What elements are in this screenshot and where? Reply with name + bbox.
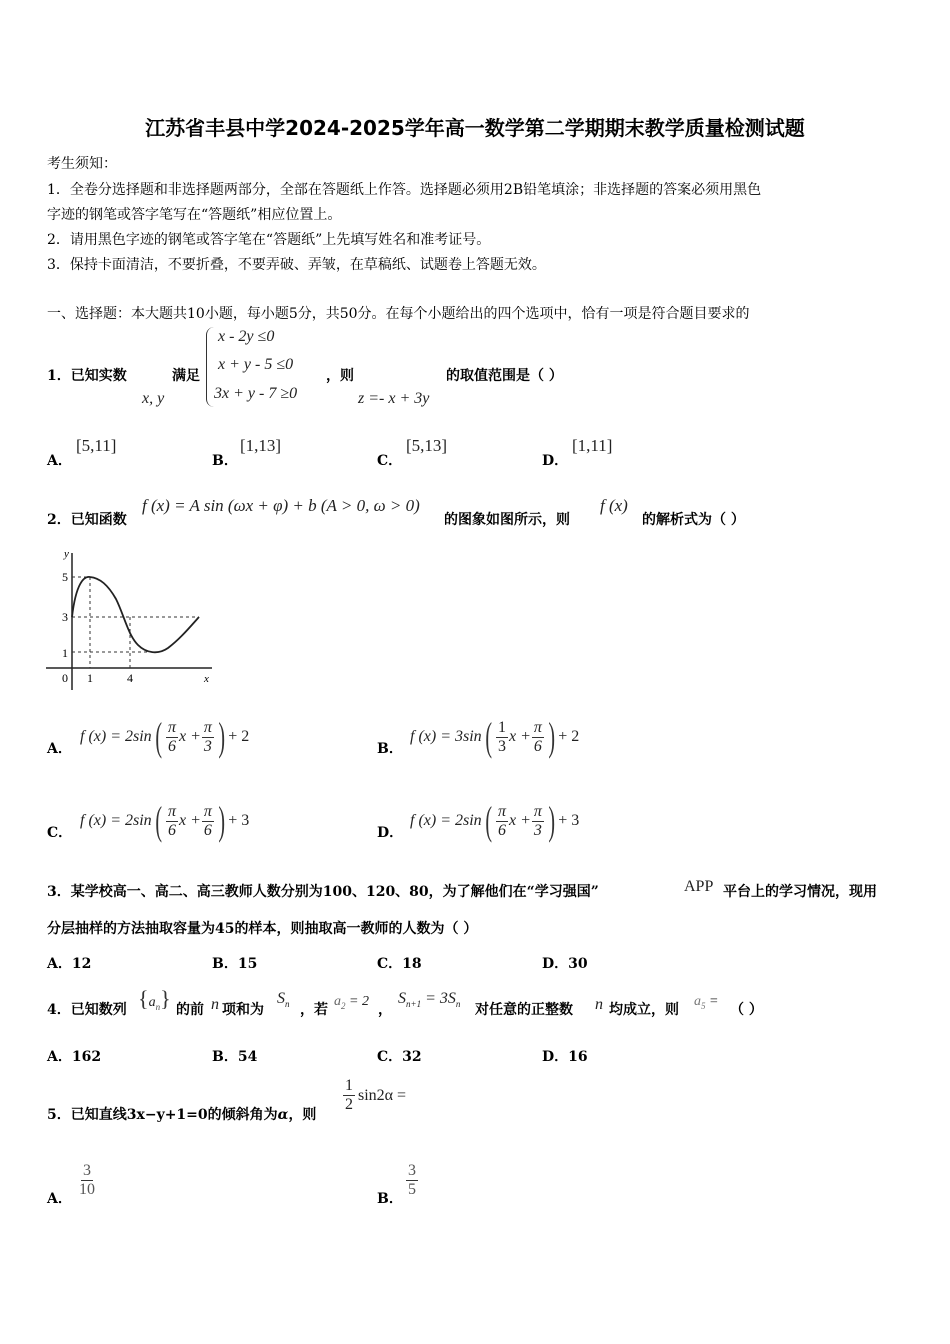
origin-label: 0 [62,671,68,685]
q5-label-a: A． [47,1191,72,1207]
q1-constraint-3: 3x + y - 7 ≥0 [214,385,298,402]
q2-d-mid: x + [509,812,531,829]
q2-a-frac2: $\frac{\pi}{3}$ [203,718,212,755]
notice-heading: 考生须知： [47,156,117,172]
q4-recurrence: $S_{n+1} = 3S_n$ [398,990,461,1010]
q4-text-c: 项和为 [222,1002,264,1018]
q4-text-e: ， [378,1002,392,1018]
q2-label-b: B． [377,741,403,757]
q4-text-h: （ ） [730,1002,763,1018]
guide-lines [72,577,199,668]
q5-text: 5．已知直线3x−y+1=0的倾斜角为α，则 [47,1107,317,1123]
q2-fx: f (x) [600,496,628,515]
q2-d-frac2: $\frac{\pi}{3}$ [533,802,542,839]
q2-c-lparen: ( [155,798,162,843]
notice-line-1a: 1．全卷分选择题和非选择题两部分，全部在答题纸上作答。选择题必须用2B铅笔填涂；非选择题的答案必须用黑色 [47,182,762,198]
q2-b-tail: + 2 [558,728,580,745]
q1-label-d: D． [542,453,569,469]
q1-option-d: [1,11] [572,436,613,455]
q1-constraint-1: x - 2y ≤0 [218,328,275,345]
q2-b-frac2: $\frac{\pi}{6}$ [533,718,542,755]
q1-objective: z =- x + 3y [358,390,430,407]
q1-text-c: ，则 [326,368,354,384]
q3-line-1b: 平台上的学习情况，现用 [723,884,877,900]
q4-text-b: 的前 [176,1002,204,1018]
sine-curve [72,577,199,652]
y-axis-label: y [64,548,69,560]
q2-c-mid: x + [179,812,201,829]
section-heading: 一、选择题：本大题共10小题，每小题5分，共50分。在每个小题给出的四个选项中，恰有一项是符合题目要求的 [47,306,750,322]
q2-a-lparen: ( [155,714,162,759]
q1-option-a: [5,11] [76,436,117,455]
q1-text-b: 满足 [172,368,200,384]
q2-c-lhs: f (x) = 2sin [80,812,152,829]
q2-d-lparen: ( [485,798,492,843]
y-tick-5: 5 [62,570,68,584]
q3-line-2: 分层抽样的方法抽取容量为45的样本，则抽取高一教师的人数为（ ） [47,921,478,937]
q1-option-c: [5,13] [406,436,448,455]
q2-b-frac1: $\frac{1}{3}$ [498,718,506,755]
q2-text-c: 的解析式为（ ） [642,512,745,528]
q4-a5: $a_5$ = [694,994,719,1011]
q2-graph [42,545,217,695]
q3-option-c: C．18 [377,956,422,972]
q2-a-lhs: f (x) = 2sin [80,728,152,745]
q5-option-a: $\frac{3}{10}$ [79,1162,95,1198]
q2-function: f (x) = A sin (ωx + φ) + b (A > 0, ω > 0) [142,496,420,515]
q2-option-a [80,710,249,764]
q4-text-f: 对任意的正整数 [475,1002,573,1018]
q2-label-a: A． [47,741,72,757]
q2-b-lparen: ( [485,714,492,759]
q4-option-b: B．54 [212,1049,258,1065]
q2-option-b [410,710,579,764]
q4-n: n [211,996,219,1013]
q4-text-d: ，若 [300,1002,328,1018]
q2-text-b: 的图象如图所示，则 [444,512,570,528]
q2-a-mid: x + [179,728,201,745]
q2-d-tail: + 3 [558,812,580,829]
q2-c-frac1: $\frac{\pi}{6}$ [168,802,177,839]
q4-Sn: $S_n$ [277,990,290,1010]
q5-expression: $\frac{1}{2}$ sin2α = [345,1077,407,1113]
q3-option-a: A．12 [47,956,92,972]
q4-option-c: C．32 [377,1049,422,1065]
q1-label-a: A． [47,453,72,469]
q3-option-d: D．30 [542,956,588,972]
q2-c-rparen: ) [218,798,225,843]
q1-text-d: 的取值范围是（ ） [446,368,563,384]
y-tick-3: 3 [62,610,68,624]
q1-label-b: B． [212,453,238,469]
q2-label-c: C． [47,825,73,841]
q4-option-a: A．162 [47,1049,102,1065]
q1-option-b: [1,13] [240,436,282,455]
q3-option-b: B．15 [212,956,258,972]
q2-a-tail: + 2 [228,728,250,745]
x-axis-label: x [204,673,209,685]
q2-b-mid: x + [509,728,531,745]
q1-vars: x, y [142,390,165,407]
q5-label-b: B． [377,1191,403,1207]
q1-constraint-2: x + y - 5 ≤0 [218,356,294,373]
q4-text-a: 4．已知数列 [47,1002,127,1018]
x-tick-4: 4 [127,671,133,685]
q4-option-d: D．16 [542,1049,588,1065]
q1-text-a: 1．已知实数 [47,368,127,384]
q3-line-1a: 3．某学校高一、高二、高三教师人数分别为100、120、80，为了解他们在“学习强国” [47,884,599,900]
notice-line-1b: 字迹的钢笔或答字笔写在“答题纸”相应位置上。 [47,207,342,223]
q4-text-g: 均成立，则 [609,1002,679,1018]
q2-d-rparen: ) [548,798,555,843]
notice-line-3: 3．保持卡面清洁，不要折叠，不要弄破、弄皱，在草稿纸、试题卷上答题无效。 [47,257,546,273]
q2-option-d [410,794,579,848]
q3-app: APP [684,878,714,895]
y-tick-1: 1 [62,646,68,660]
q2-label-d: D． [377,825,404,841]
q2-option-c [80,794,249,848]
q4-n2: n [595,996,603,1013]
q4-a2: $a_2 = 2$ [334,994,369,1011]
q1-label-c: C． [377,453,403,469]
q2-c-frac2: $\frac{\pi}{6}$ [203,802,212,839]
q5-option-b: $\frac{3}{5}$ [408,1162,416,1198]
q2-text-a: 2．已知函数 [47,512,127,528]
x-tick-1: 1 [87,671,93,685]
q2-d-frac1: $\frac{\pi}{6}$ [498,802,507,839]
q2-a-rparen: ) [218,714,225,759]
q5-half: $\frac{1}{2}$ [345,1077,353,1113]
page-title: 江苏省丰县中学2024-2025学年高一数学第二学期期末教学质量检测试题 [145,116,805,140]
q2-d-lhs: f (x) = 2sin [410,812,482,829]
q2-b-rparen: ) [548,714,555,759]
q4-seq: $\{a_n\}$ [138,986,171,1012]
q2-c-tail: + 3 [228,812,250,829]
notice-line-2: 2．请用黑色字迹的钢笔或答字笔在“答题纸”上先填写姓名和准考证号。 [47,232,491,248]
q2-b-lhs: f (x) = 3sin [410,728,482,745]
q2-a-frac1: $\frac{\pi}{6}$ [168,718,177,755]
